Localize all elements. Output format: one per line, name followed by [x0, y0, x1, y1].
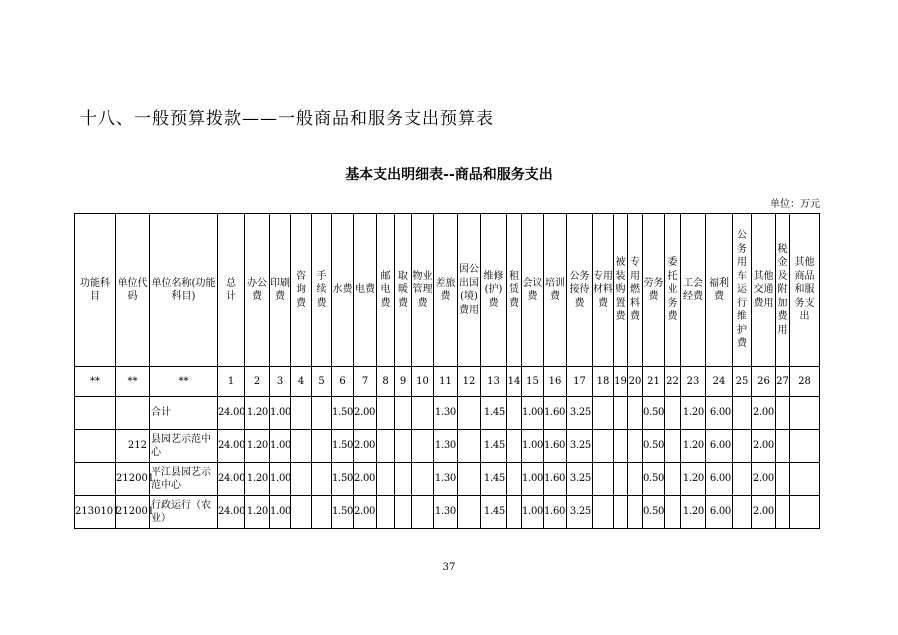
- header-text: 费: [296, 297, 306, 309]
- value-cell: 1.30: [434, 496, 458, 529]
- table-row: [75, 463, 820, 496]
- header-text: 被: [615, 257, 626, 269]
- header-text: 专: [630, 257, 640, 269]
- value-cell: 1.60: [544, 430, 567, 463]
- value-cell: [790, 430, 820, 463]
- header-text: 税: [777, 243, 788, 255]
- value-cell: [628, 430, 643, 463]
- column-header: [544, 214, 567, 367]
- value-cell: 1.60: [544, 397, 567, 430]
- index-row: [75, 367, 820, 397]
- index-cell: 18: [593, 367, 614, 397]
- value-cell: 2.00: [752, 430, 776, 463]
- value-cell: [790, 463, 820, 496]
- value-cell: 1.20: [681, 397, 706, 430]
- value-cell: 6.00: [706, 463, 733, 496]
- value-cell: 1.45: [481, 430, 507, 463]
- column-header: [643, 214, 665, 367]
- index-cell: 13: [481, 367, 507, 397]
- column-header: [628, 214, 643, 367]
- header-text: 差旅: [435, 277, 456, 289]
- value-cell: 24.00: [218, 430, 245, 463]
- header-text: 专用: [593, 270, 613, 282]
- index-cell: 16: [544, 367, 567, 397]
- index-cell: 21: [643, 367, 665, 397]
- header-text: 委: [667, 257, 678, 269]
- header-text: 材料: [593, 284, 613, 296]
- value-cell: [665, 463, 681, 496]
- value-cell: 0.50: [643, 496, 665, 529]
- section-title: 十八、一般预算拨款——一般商品和服务支出预算表: [80, 109, 494, 129]
- header-text: 出: [799, 311, 810, 323]
- header-text: 费: [550, 291, 560, 302]
- value-cell: 1.20: [681, 430, 706, 463]
- header-text: 管理: [412, 284, 433, 296]
- header-text: 费: [252, 291, 262, 302]
- index-cell: **: [116, 367, 150, 397]
- value-cell: [312, 397, 332, 430]
- value-cell: 1.00: [522, 430, 544, 463]
- value-cell: 1.45: [481, 463, 507, 496]
- value-cell: [614, 496, 628, 529]
- header-text: 公务: [569, 270, 590, 282]
- index-cell: 11: [434, 367, 458, 397]
- column-header: [681, 214, 706, 367]
- header-text: 福利: [709, 277, 729, 289]
- value-cell: 24.00: [218, 496, 245, 529]
- value-cell: 3.25: [567, 463, 593, 496]
- header-text: 办公: [247, 277, 267, 289]
- index-cell: 7: [354, 367, 377, 397]
- header-text: 加: [777, 297, 788, 309]
- header-text: 行: [737, 297, 747, 309]
- header-text: 印刷: [270, 277, 290, 289]
- header-text: 其他: [753, 270, 774, 282]
- header-text: 费: [527, 291, 538, 302]
- column-header: [752, 214, 776, 367]
- value-cell: 6.00: [706, 397, 733, 430]
- index-cell: 5: [312, 367, 332, 397]
- value-cell: 1.00: [270, 496, 291, 529]
- value-cell: 1.00: [270, 430, 291, 463]
- header-text: (境): [460, 291, 478, 302]
- value-cell: [628, 496, 643, 529]
- header-text: 附: [777, 284, 788, 296]
- header-text: 取: [398, 270, 408, 282]
- value-cell: [776, 430, 790, 463]
- function-code-cell: [75, 430, 116, 463]
- header-text: 置: [615, 297, 626, 309]
- unit-name-cell: 合计: [150, 397, 218, 430]
- header-text: 目: [90, 291, 100, 302]
- header-text: 电费: [355, 284, 375, 296]
- value-cell: [593, 463, 614, 496]
- header-text: 续: [316, 284, 327, 296]
- value-cell: [507, 397, 522, 430]
- index-cell: 22: [665, 367, 681, 397]
- value-cell: [412, 463, 434, 496]
- value-cell: [291, 496, 312, 529]
- column-header: [522, 214, 544, 367]
- header-text: 接待费: [569, 284, 590, 309]
- value-cell: [614, 430, 628, 463]
- index-cell: 23: [681, 367, 706, 397]
- index-cell: 20: [628, 367, 643, 397]
- value-cell: 1.20: [245, 397, 270, 430]
- value-cell: [593, 397, 614, 430]
- value-cell: [458, 496, 481, 529]
- column-header: [790, 214, 820, 367]
- value-cell: [458, 430, 481, 463]
- value-cell: 1.20: [245, 496, 270, 529]
- value-cell: 1.00: [522, 496, 544, 529]
- value-cell: 2.00: [752, 463, 776, 496]
- unit-name-cell: 县园艺示范中心: [150, 430, 218, 463]
- column-header: [458, 214, 481, 367]
- header-text: 燃: [630, 284, 640, 296]
- index-cell: 12: [458, 367, 481, 397]
- header-text: 经费: [683, 291, 703, 302]
- header-text: 务: [667, 297, 678, 309]
- value-cell: [614, 463, 628, 496]
- value-cell: [665, 430, 681, 463]
- value-cell: [291, 397, 312, 430]
- column-header: [412, 214, 434, 367]
- value-cell: [593, 430, 614, 463]
- unit-code-cell: 212: [116, 430, 150, 463]
- value-cell: 1.60: [544, 463, 567, 496]
- header-text: 费: [380, 297, 391, 309]
- value-cell: [291, 430, 312, 463]
- header-text: 因公: [459, 264, 479, 275]
- value-cell: [312, 430, 332, 463]
- value-cell: [776, 397, 790, 430]
- header-text: 赁: [509, 284, 519, 296]
- value-cell: 1.20: [681, 496, 706, 529]
- header-text: 业: [667, 284, 678, 296]
- value-cell: 1.45: [481, 496, 507, 529]
- index-cell: 26: [752, 367, 776, 397]
- value-cell: 0.50: [643, 430, 665, 463]
- value-cell: 1.50: [332, 397, 354, 430]
- value-cell: [733, 496, 752, 529]
- table-row: [75, 430, 820, 463]
- value-cell: 2.00: [354, 463, 377, 496]
- header-text: 单位名称(功能: [151, 277, 216, 289]
- header-text: 用: [777, 324, 788, 336]
- header-text: 费: [598, 297, 608, 309]
- value-cell: [412, 496, 434, 529]
- value-cell: 1.50: [332, 430, 354, 463]
- header-text: 用: [737, 257, 747, 269]
- header-text: 邮电: [380, 270, 391, 296]
- column-header: [245, 214, 270, 367]
- header-text: 费: [275, 291, 285, 302]
- header-text: 计: [226, 291, 236, 302]
- header-text: 费: [777, 311, 788, 323]
- header-text: 维: [737, 311, 747, 323]
- value-cell: [395, 430, 412, 463]
- value-cell: [507, 430, 522, 463]
- header-text: 码: [127, 291, 138, 302]
- column-header: [332, 214, 354, 367]
- unit-label: 单位：万元: [770, 199, 820, 210]
- value-cell: [776, 463, 790, 496]
- unit-code-cell: [116, 397, 150, 430]
- header-text: 培训: [545, 277, 565, 289]
- page-number: 37: [442, 562, 456, 573]
- value-cell: 1.20: [681, 463, 706, 496]
- value-cell: [790, 496, 820, 529]
- unit-name-cell: 行政运行（农业）: [150, 496, 218, 529]
- value-cell: 1.50: [332, 463, 354, 496]
- header-text: 费: [509, 297, 519, 309]
- header-text: 务: [737, 243, 747, 255]
- value-cell: 1.20: [245, 430, 270, 463]
- header-text: 公: [737, 230, 747, 242]
- value-cell: [614, 397, 628, 430]
- value-cell: 1.00: [522, 397, 544, 430]
- header-text: 费: [648, 291, 659, 302]
- header-text: 用: [630, 270, 640, 282]
- header-text: 及: [777, 270, 788, 282]
- column-header: [150, 214, 218, 367]
- value-cell: [507, 463, 522, 496]
- header-text: 料: [630, 297, 640, 309]
- header-text: 费用: [459, 304, 479, 316]
- header-text: 车: [737, 270, 747, 282]
- value-cell: [458, 397, 481, 430]
- index-cell: 4: [291, 367, 312, 397]
- value-cell: [377, 496, 395, 529]
- index-cell: 19: [614, 367, 628, 397]
- expenditure-table: [74, 213, 820, 529]
- header-text: 出国: [459, 277, 479, 289]
- header-text: 购: [615, 284, 626, 296]
- value-cell: [291, 463, 312, 496]
- value-cell: [507, 496, 522, 529]
- header-text: 其他: [794, 257, 815, 269]
- value-cell: 1.00: [270, 463, 291, 496]
- column-header: [291, 214, 312, 367]
- value-cell: [790, 397, 820, 430]
- index-cell: 6: [332, 367, 354, 397]
- unit-code-cell: 212001: [116, 496, 150, 529]
- header-row: [75, 214, 820, 367]
- index-cell: 8: [377, 367, 395, 397]
- header-text: 水费: [332, 284, 353, 296]
- value-cell: 6.00: [706, 430, 733, 463]
- header-text: 托: [667, 270, 678, 282]
- header-text: 护: [737, 324, 747, 336]
- header-text: 金: [777, 257, 788, 269]
- header-text: 科目): [171, 291, 196, 302]
- value-cell: 1.20: [245, 463, 270, 496]
- value-cell: 2.00: [354, 496, 377, 529]
- header-text: 手: [316, 270, 327, 282]
- value-cell: [377, 430, 395, 463]
- value-cell: [395, 496, 412, 529]
- column-header: [593, 214, 614, 367]
- value-cell: 2.00: [752, 496, 776, 529]
- value-cell: 1.45: [481, 397, 507, 430]
- value-cell: 1.60: [544, 496, 567, 529]
- column-header: [481, 214, 507, 367]
- header-text: 费: [440, 291, 451, 302]
- table-row: [75, 397, 820, 430]
- header-text: 费: [714, 291, 724, 302]
- header-text: 装: [615, 270, 626, 282]
- index-cell: 24: [706, 367, 733, 397]
- value-cell: 1.00: [522, 463, 544, 496]
- column-header: [312, 214, 332, 367]
- table-row: [75, 496, 820, 529]
- header-text: 物业: [412, 270, 433, 282]
- value-cell: [412, 397, 434, 430]
- header-text: 务支: [794, 297, 815, 309]
- value-cell: [458, 463, 481, 496]
- header-text: 功能科: [80, 277, 110, 289]
- header-text: 费: [488, 297, 499, 309]
- column-header: [567, 214, 593, 367]
- header-text: 询: [296, 284, 306, 296]
- header-text: 会议: [522, 277, 543, 289]
- value-cell: 3.25: [567, 430, 593, 463]
- value-cell: 1.30: [434, 463, 458, 496]
- header-text: 维修: [483, 270, 504, 282]
- column-header: [776, 214, 790, 367]
- index-cell: **: [75, 367, 116, 397]
- header-text: 咨: [296, 270, 306, 282]
- index-cell: 25: [733, 367, 752, 397]
- value-cell: [776, 496, 790, 529]
- unit-name-cell: 平江县园艺示范中心: [150, 463, 218, 496]
- column-header: [75, 214, 116, 367]
- value-cell: [412, 430, 434, 463]
- index-cell: 1: [218, 367, 245, 397]
- value-cell: [395, 397, 412, 430]
- value-cell: 1.30: [434, 397, 458, 430]
- value-cell: 6.00: [706, 496, 733, 529]
- column-header: [354, 214, 377, 367]
- column-header: [733, 214, 752, 367]
- index-cell: 9: [395, 367, 412, 397]
- value-cell: [665, 397, 681, 430]
- column-header: [614, 214, 628, 367]
- value-cell: 1.00: [270, 397, 291, 430]
- value-cell: 2.00: [752, 397, 776, 430]
- index-cell: 15: [522, 367, 544, 397]
- index-cell: 17: [567, 367, 593, 397]
- value-cell: [628, 397, 643, 430]
- header-text: 费: [667, 311, 678, 323]
- column-header: [116, 214, 150, 367]
- index-cell: 28: [790, 367, 820, 397]
- header-text: 工会: [683, 277, 703, 289]
- value-cell: [628, 463, 643, 496]
- value-cell: [395, 463, 412, 496]
- header-text: 和服: [794, 284, 815, 296]
- index-cell: 3: [270, 367, 291, 397]
- value-cell: 2.00: [354, 430, 377, 463]
- header-text: 商品: [794, 270, 815, 282]
- header-text: 单位代: [117, 277, 148, 289]
- value-cell: [665, 496, 681, 529]
- function-code-cell: [75, 463, 116, 496]
- index-cell: 27: [776, 367, 790, 397]
- index-cell: **: [150, 367, 218, 397]
- value-cell: 1.50: [332, 496, 354, 529]
- index-cell: 14: [507, 367, 522, 397]
- header-text: (护): [484, 284, 503, 296]
- header-text: 费: [417, 297, 428, 309]
- header-text: 费: [398, 297, 408, 309]
- column-header: [665, 214, 681, 367]
- header-text: 费: [737, 338, 747, 350]
- header-text: 劳务: [643, 277, 664, 289]
- header-text: 交通: [753, 284, 774, 296]
- index-cell: 10: [412, 367, 434, 397]
- value-cell: [593, 496, 614, 529]
- document-title: 基本支出明细表--商品和服务支出: [345, 167, 553, 183]
- column-header: [434, 214, 458, 367]
- column-header: [706, 214, 733, 367]
- header-text: 费: [630, 311, 640, 323]
- value-cell: 2.00: [354, 397, 377, 430]
- value-cell: [377, 463, 395, 496]
- value-cell: 0.50: [643, 397, 665, 430]
- value-cell: [733, 430, 752, 463]
- unit-code-cell: 212001: [116, 463, 150, 496]
- value-cell: 24.00: [218, 463, 245, 496]
- value-cell: 3.25: [567, 496, 593, 529]
- index-cell: 2: [245, 367, 270, 397]
- value-cell: [312, 496, 332, 529]
- header-text: 运: [737, 284, 747, 296]
- value-cell: [377, 397, 395, 430]
- value-cell: 0.50: [643, 463, 665, 496]
- value-cell: 1.30: [434, 430, 458, 463]
- value-cell: [733, 397, 752, 430]
- column-header: [270, 214, 291, 367]
- header-text: 总: [226, 277, 236, 289]
- header-text: 费: [615, 311, 626, 323]
- header-text: 费: [316, 297, 327, 309]
- function-code-cell: 2130101: [75, 496, 116, 529]
- value-cell: 3.25: [567, 397, 593, 430]
- value-cell: 24.00: [218, 397, 245, 430]
- header-text: 暖: [398, 284, 408, 296]
- value-cell: [312, 463, 332, 496]
- column-header: [377, 214, 395, 367]
- column-header: [507, 214, 522, 367]
- function-code-cell: [75, 397, 116, 430]
- column-header: [218, 214, 245, 367]
- column-header: [395, 214, 412, 367]
- header-text: 费用: [753, 297, 774, 309]
- header-text: 租: [509, 270, 519, 282]
- value-cell: [733, 463, 752, 496]
